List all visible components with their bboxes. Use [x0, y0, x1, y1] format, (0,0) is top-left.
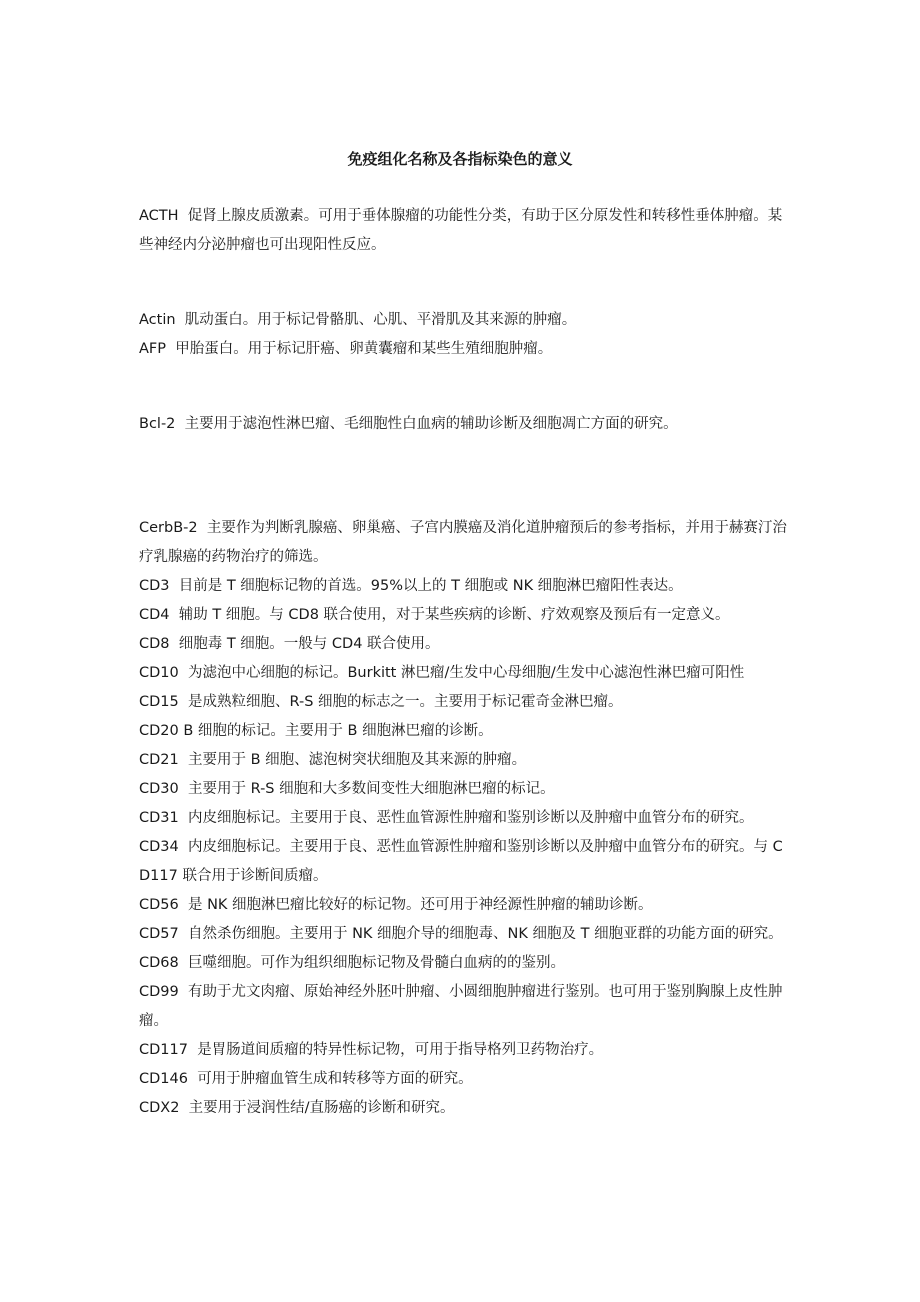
entry-text: 是胃肠道间质瘤的特异性标记物，可用于指导格列卫药物治疗。 — [197, 1042, 604, 1058]
entry-cd3 — [139, 572, 789, 601]
entry-code: CerbB-2 — [139, 520, 198, 536]
entry-code: CD34 — [139, 839, 179, 855]
entry-cd31 — [139, 804, 789, 833]
entry-text: 肌动蛋白。用于标记骨骼肌、心肌、平滑肌及其来源的肿瘤。 — [184, 312, 577, 328]
entry-code: CD30 — [139, 781, 179, 797]
entry-text: 巨噬细胞。可作为组织细胞标记物及骨髓白血病的的鉴别。 — [187, 955, 565, 971]
entry-cd10 — [139, 659, 789, 688]
entry-list — [139, 202, 789, 1123]
entry-cd15 — [139, 688, 789, 717]
entry-cd56 — [139, 891, 789, 920]
entry-code: AFP — [139, 341, 167, 357]
entry-cd8 — [139, 630, 789, 659]
entry-text: 主要用于滤泡性淋巴瘤、毛细胞性白血病的辅助诊断及细胞凋亡方面的研究。 — [184, 416, 678, 432]
entry-text: B 细胞的标记。主要用于 B 细胞淋巴瘤的诊断。 — [183, 723, 493, 739]
entry-code: CD15 — [139, 694, 179, 710]
entry-text: 主要用于浸润性结/直肠癌的诊断和研究。 — [188, 1100, 455, 1116]
entry-code: Bcl-2 — [139, 416, 176, 432]
entry-afp — [139, 335, 789, 364]
entry-acth — [139, 202, 789, 260]
entry-cd57 — [139, 920, 789, 949]
entry-cd20 — [139, 717, 789, 746]
entry-text: 主要作为判断乳腺癌、卵巢癌、子宫内膜癌及消化道肿瘤预后的参考指标，并用于赫赛汀治疗乳腺癌的药物治疗的筛选。 — [139, 520, 787, 565]
entry-text: 是 NK 细胞淋巴瘤比较好的标记物。还可用于神经源性肿瘤的辅助诊断。 — [187, 897, 653, 913]
document-title: 免疫组化名称及各指标染色的意义 — [347, 150, 573, 168]
entry-cd34 — [139, 833, 789, 891]
entry-cerbb2 — [139, 514, 789, 572]
entry-actin — [139, 306, 789, 335]
entry-text: 内皮细胞标记。主要用于良、恶性血管源性肿瘤和鉴别诊断以及肿瘤中血管分布的研究。与 CD117 联合用于诊断间质瘤。 — [139, 839, 783, 884]
entry-cd21 — [139, 746, 789, 775]
entry-bcl2 — [139, 410, 789, 439]
entry-code: CD117 — [139, 1042, 188, 1058]
entry-text: 主要用于 B 细胞、滤泡树突状细胞及其来源的肿瘤。 — [187, 752, 527, 768]
entry-code: CD8 — [139, 636, 170, 652]
entry-text: 有助于尤文肉瘤、原始神经外胚叶肿瘤、小圆细胞肿瘤进行鉴别。也可用于鉴别胸腺上皮性肿瘤。 — [139, 984, 783, 1029]
entry-code: Actin — [139, 312, 176, 328]
entry-cd99 — [139, 978, 789, 1036]
entry-text: 辅助 T 细胞。与 CD8 联合使用，对于某些疾病的诊断、疗效观察及预后有一定意义。 — [178, 607, 730, 623]
entry-cdx2 — [139, 1094, 789, 1123]
entry-text: 细胞毒 T 细胞。一般与 CD4 联合使用。 — [178, 636, 440, 652]
entry-text: 可用于肿瘤血管生成和转移等方面的研究。 — [197, 1071, 473, 1087]
entry-text: 内皮细胞标记。主要用于良、恶性血管源性肿瘤和鉴别诊断以及肿瘤中血管分布的研究。 — [187, 810, 754, 826]
entry-text: 为滤泡中心细胞的标记。Burkitt 淋巴瘤/生发中心母细胞/生发中心滤泡性淋巴瘤可阳性 — [187, 665, 745, 681]
entry-code: CD57 — [139, 926, 179, 942]
entry-cd30 — [139, 775, 789, 804]
entry-code: CD4 — [139, 607, 170, 623]
entry-cd68 — [139, 949, 789, 978]
entry-code: CD146 — [139, 1071, 188, 1087]
entry-code: CD68 — [139, 955, 179, 971]
entry-code: ACTH — [139, 208, 179, 224]
entry-text: 是成熟粒细胞、R-S 细胞的标志之一。主要用于标记霍奇金淋巴瘤。 — [187, 694, 623, 710]
entry-code: CD20 — [139, 723, 179, 739]
entry-code: CDX2 — [139, 1100, 180, 1116]
entry-code: CD10 — [139, 665, 179, 681]
entry-text: 目前是 T 细胞标记物的首选。95%以上的 T 细胞或 NK 细胞淋巴瘤阳性表达。 — [178, 578, 683, 594]
entry-cd4 — [139, 601, 789, 630]
entry-code: CD31 — [139, 810, 179, 826]
entry-code: CD3 — [139, 578, 170, 594]
entry-code: CD21 — [139, 752, 179, 768]
entry-text: 甲胎蛋白。用于标记肝癌、卵黄囊瘤和某些生殖细胞肿瘤。 — [175, 341, 553, 357]
entry-cd146 — [139, 1065, 789, 1094]
entry-text: 自然杀伤细胞。主要用于 NK 细胞介导的细胞毒、NK 细胞及 T 细胞亚群的功能方面的研究。 — [187, 926, 783, 942]
entry-code: CD99 — [139, 984, 179, 1000]
entry-code: CD56 — [139, 897, 179, 913]
entry-text: 促肾上腺皮质激素。可用于垂体腺瘤的功能性分类，有助于区分原发性和转移性垂体肿瘤。某些神经内分泌肿瘤也可出现阳性反应。 — [139, 208, 783, 253]
entry-cd117 — [139, 1036, 789, 1065]
entry-text: 主要用于 R-S 细胞和大多数间变性大细胞淋巴瘤的标记。 — [187, 781, 555, 797]
